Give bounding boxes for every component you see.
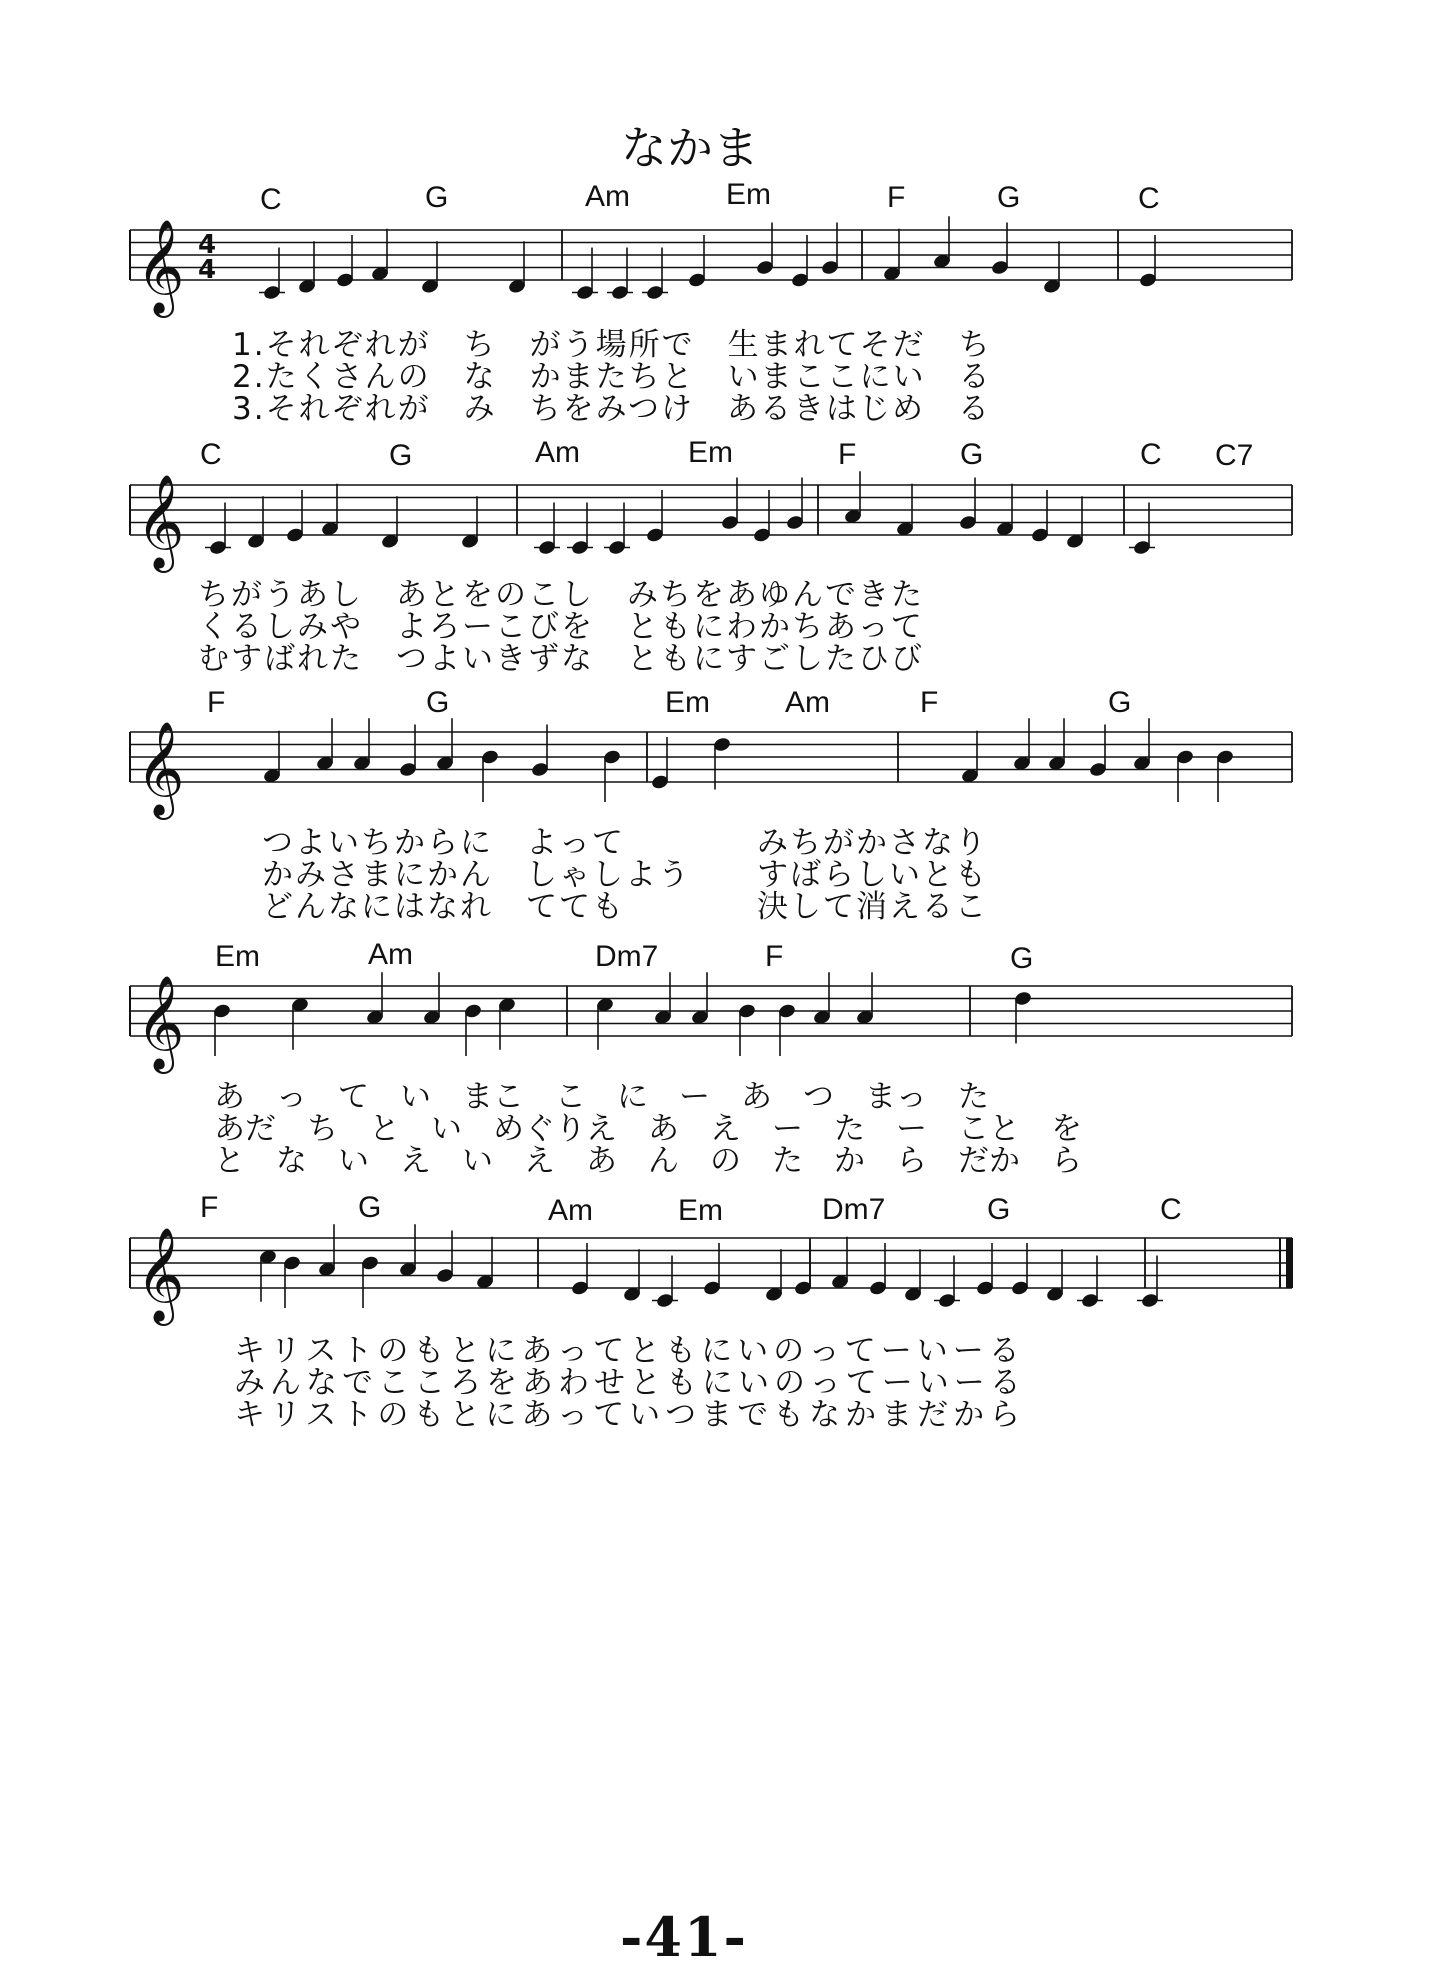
chord: Em bbox=[215, 940, 260, 973]
chord: F bbox=[838, 438, 857, 471]
lyric-verse-1: 1.それぞれが ち がう場所で 生まれてそだ ち bbox=[232, 327, 992, 363]
lyric-verse-3: むすばれた つよいきずな ともにすごしたひび bbox=[198, 641, 924, 677]
chord: Am bbox=[368, 938, 413, 971]
treble-clef-icon: 𝄞 bbox=[136, 219, 185, 314]
chord: Em bbox=[678, 1194, 723, 1227]
chord: G bbox=[987, 1193, 1011, 1226]
chord: C bbox=[1140, 438, 1162, 471]
chord: F bbox=[200, 1191, 219, 1224]
chord: F bbox=[207, 686, 226, 719]
chord: Dm7 bbox=[822, 1193, 886, 1226]
chord: Am bbox=[548, 1194, 593, 1227]
page-number: -41- bbox=[620, 1905, 748, 1969]
chord: C bbox=[260, 183, 282, 216]
chord: F bbox=[920, 686, 939, 719]
chord: C bbox=[200, 438, 222, 471]
lyric-verse-2: 2.たくさんの な かまたちと いまここにい る bbox=[232, 359, 992, 395]
chord: C7 bbox=[1215, 439, 1254, 472]
chord: G bbox=[960, 438, 984, 471]
lyric-verse-3: 3.それぞれが み ちをみつけ あるきはじめ る bbox=[232, 391, 991, 427]
treble-clef-icon: 𝄞 bbox=[136, 474, 185, 569]
chord: G bbox=[1108, 686, 1132, 719]
lyric-verse-1: つよいちからに よって みちがかさなり bbox=[262, 825, 988, 861]
chord: G bbox=[426, 686, 450, 719]
final-barline bbox=[1286, 1238, 1293, 1288]
chord: Am bbox=[585, 180, 630, 213]
lyric-verse-2: くるしみや よろーこびを ともにわかちあって bbox=[198, 609, 924, 645]
lyric-verse-1: キリストのもとにあってともにいのってーいーる bbox=[234, 1333, 1025, 1369]
lyric-verse-3: キリストのもとにあっていつまでもなかまだから bbox=[234, 1397, 1026, 1433]
chord: F bbox=[765, 940, 784, 973]
treble-clef-icon: 𝄞 bbox=[136, 1227, 185, 1322]
chord: G bbox=[358, 1191, 382, 1224]
chord: G bbox=[425, 181, 449, 214]
chord: G bbox=[1010, 942, 1034, 975]
chord: Em bbox=[726, 178, 771, 211]
chord: G bbox=[389, 439, 413, 472]
chord: Am bbox=[535, 436, 580, 469]
chord: G bbox=[997, 181, 1021, 214]
lyric-verse-3: と な い え い え あ ん の た か ら だか ら bbox=[214, 1143, 1082, 1179]
treble-clef-icon: 𝄞 bbox=[136, 721, 185, 816]
lyric-verse-2: かみさまにかん しゃしよう すばらしいとも bbox=[262, 857, 988, 893]
treble-clef-icon: 𝄞 bbox=[136, 975, 185, 1070]
lyric-verse-2: みんなでこころをあわせともにいのってーいーる bbox=[234, 1365, 1026, 1401]
song-title: なかま bbox=[621, 121, 759, 175]
lyric-verse-1: あ っ て い まこ こ に ー あ つ まっ た bbox=[214, 1079, 989, 1115]
chord: Dm7 bbox=[595, 940, 659, 973]
chord: Em bbox=[688, 436, 733, 469]
lyric-verse-1: ちがうあし あとをのこし みちをあゆんできた bbox=[198, 577, 924, 613]
chord: C bbox=[1160, 1193, 1182, 1226]
chord: F bbox=[887, 181, 906, 214]
lyric-verse-3: どんなにはなれ てても 決して消えるこ bbox=[262, 889, 988, 925]
chord: C bbox=[1138, 182, 1160, 215]
time-signature-top: 4 bbox=[198, 230, 217, 260]
time-signature-bottom: 4 bbox=[198, 255, 217, 285]
lyric-verse-2: あだ ち と い めぐりえ あ え ー た ー こと を bbox=[214, 1111, 1082, 1147]
chord: Am bbox=[785, 686, 830, 719]
chord: Em bbox=[665, 686, 710, 719]
